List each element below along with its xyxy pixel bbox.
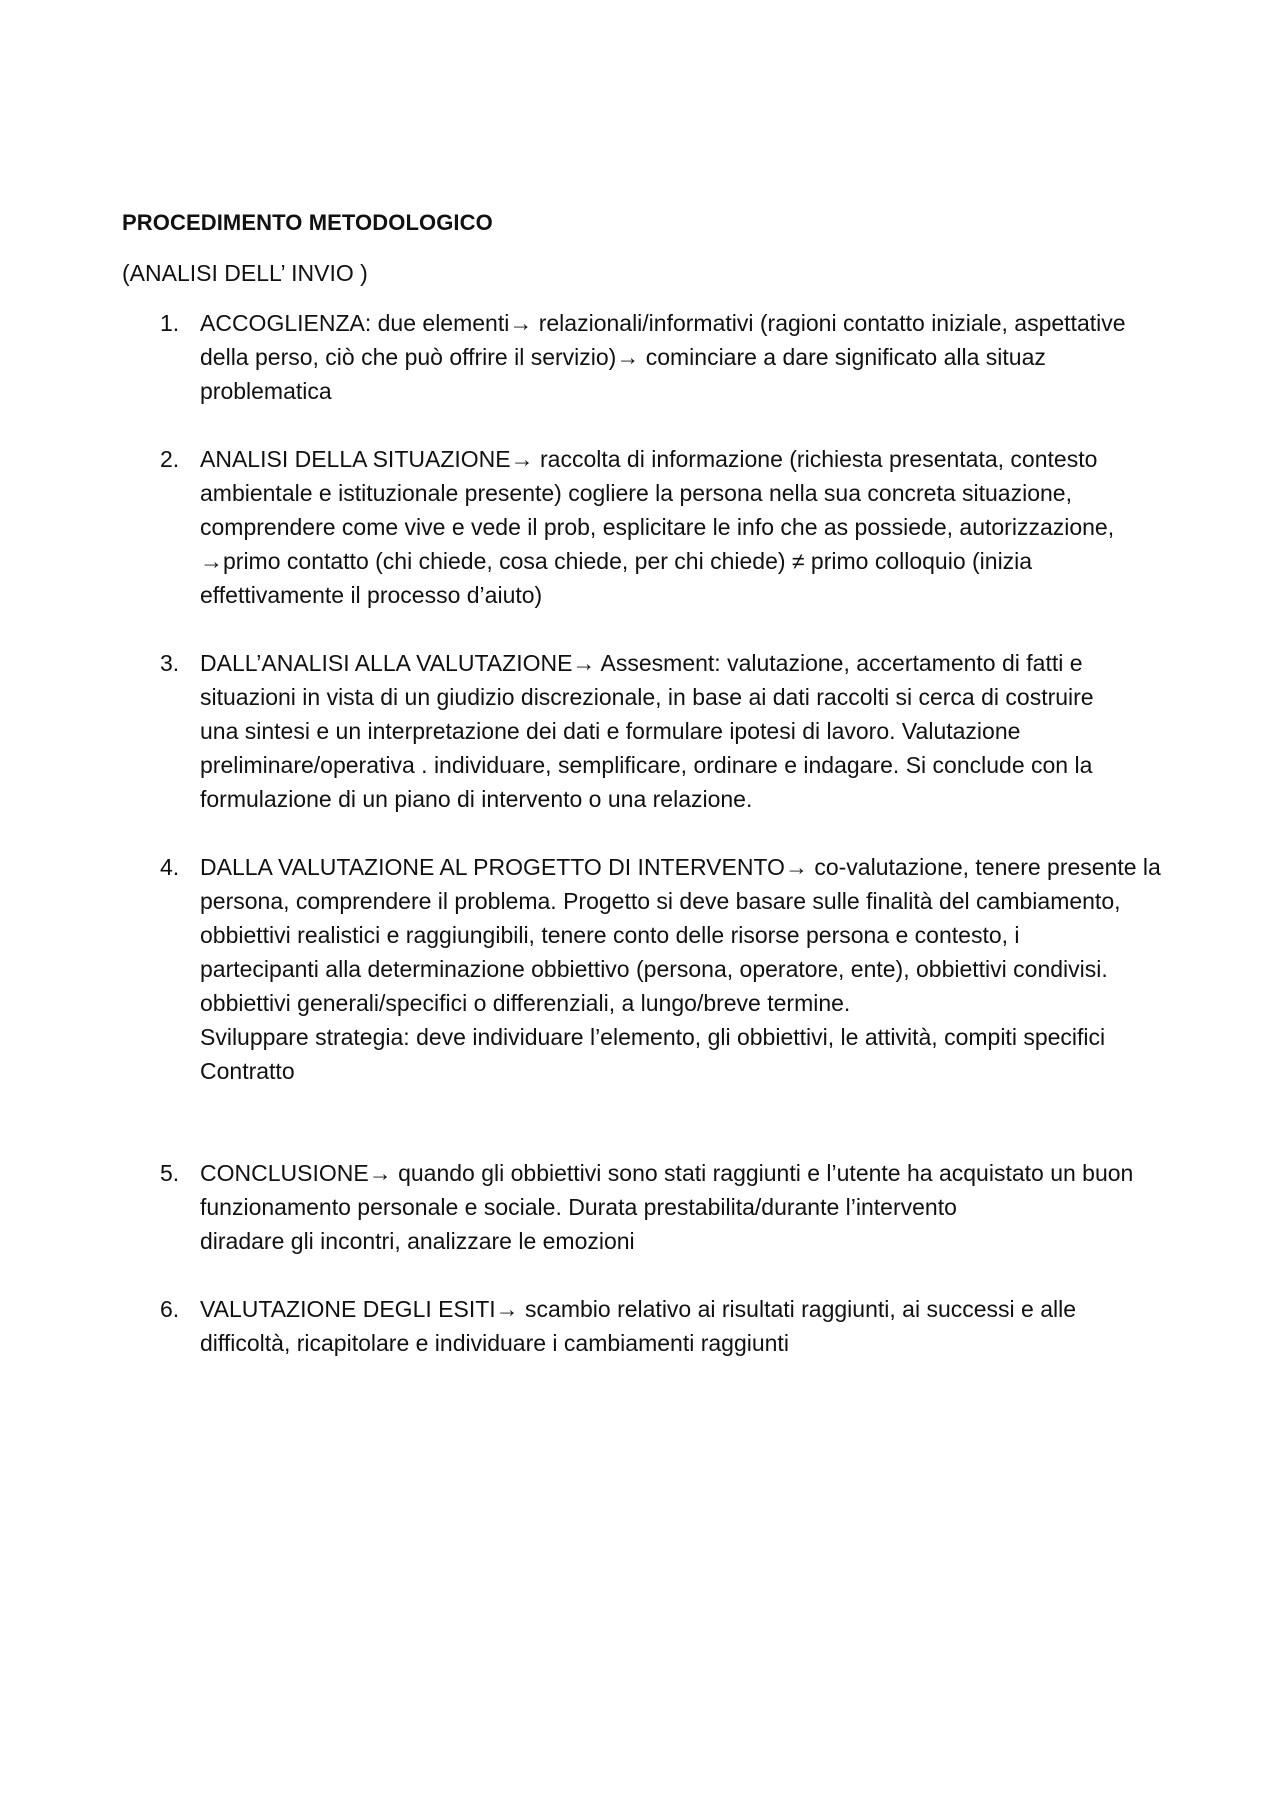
list-item-6: [122, 1292, 1172, 1360]
page-subtitle: (ANALISI DELL’ INVIO ): [122, 260, 368, 286]
list-item-line: ambientale e istituzionale presente) cogliere la persona nella sua concreta situazione,: [200, 480, 1072, 506]
list-item-line: effettivamente il processo d’aiuto): [200, 582, 543, 608]
list-item-line: persona, comprendere il problema. Progetto si deve basare sulle finalità del cambiamento,: [200, 888, 1121, 914]
list-item-line: Sviluppare strategia: deve individuare l’elemento, gli obbiettivi, le attività, compiti specifici: [200, 1024, 1106, 1050]
list-item-line: DALL’ANALISI ALLA VALUTAZIONE→ Assesment: valutazione, accertamento di fatti e: [200, 650, 1083, 676]
list-item-number: 3.: [160, 650, 180, 676]
list-item-line: comprendere come vive e vede il prob, esplicitare le info che as possiede, autorizzazione,: [200, 514, 1115, 540]
list-item-2: [122, 442, 1172, 612]
list-item-line: difficoltà, ricapitolare e individuare i cambiamenti raggiunti: [200, 1330, 789, 1356]
list-item-line: problematica: [200, 378, 332, 404]
list-item-line: preliminare/operativa . individuare, semplificare, ordinare e indagare. Si conclude con la: [200, 752, 1093, 778]
list-item-line: della perso, ciò che può offrire il servizio)→ cominciare a dare significato alla situaz: [200, 344, 1046, 370]
list-item-line: Contratto: [200, 1058, 295, 1084]
list-item-number: 2.: [160, 446, 180, 472]
list-item-5: [122, 1156, 1172, 1258]
list-item-line: →primo contatto (chi chiede, cosa chiede, per chi chiede) ≠ primo colloquio (inizia: [200, 548, 1033, 574]
list-item-line: VALUTAZIONE DEGLI ESITI→ scambio relativo ai risultati raggiunti, ai successi e alle: [200, 1296, 1077, 1322]
list-item-number: 4.: [160, 854, 180, 880]
list-item-number: 1.: [160, 310, 180, 336]
list-item-line: obbiettivi generali/specifici o differenziali, a lungo/breve termine.: [200, 990, 851, 1016]
list-item-number: 6.: [160, 1296, 180, 1322]
list-item-1: [122, 306, 1172, 408]
list-item-line: funzionamento personale e sociale. Durata prestabilita/durante l’intervento: [200, 1194, 957, 1220]
list-item-4: [122, 850, 1172, 1088]
list-item-line: partecipanti alla determinazione obbiettivo (persona, operatore, ente), obbiettivi condivisi.: [200, 956, 1108, 982]
list-item-line: CONCLUSIONE→ quando gli obbiettivi sono stati raggiunti e l’utente ha acquistato un buon: [200, 1160, 1134, 1186]
list-item-line: formulazione di un piano di intervento o una relazione.: [200, 786, 753, 812]
list-item-line: obbiettivi realistici e raggiungibili, tenere conto delle risorse persona e contesto, i: [200, 922, 1020, 948]
list-item-line: situazioni in vista di un giudizio discrezionale, in base ai dati raccolti si cerca di costruire: [200, 684, 1094, 710]
list-item-line: diradare gli incontri, analizzare le emozioni: [200, 1228, 635, 1254]
list-item-line: ACCOGLIENZA: due elementi→ relazionali/informativi (ragioni contatto iniziale, aspettative: [200, 310, 1126, 336]
procedure-steps-list: [122, 306, 1172, 1360]
list-item-line: ANALISI DELLA SITUAZIONE→ raccolta di informazione (richiesta presentata, contesto: [200, 446, 1098, 472]
list-item-3: [122, 646, 1172, 816]
list-item-line: una sintesi e un interpretazione dei dati e formulare ipotesi di lavoro. Valutazione: [200, 718, 1021, 744]
page-title: PROCEDIMENTO METODOLOGICO: [122, 210, 493, 235]
document-body: [122, 206, 1172, 1394]
list-item-line: DALLA VALUTAZIONE AL PROGETTO DI INTERVENTO→ co-valutazione, tenere presente la: [200, 854, 1161, 880]
list-item-number: 5.: [160, 1160, 180, 1186]
